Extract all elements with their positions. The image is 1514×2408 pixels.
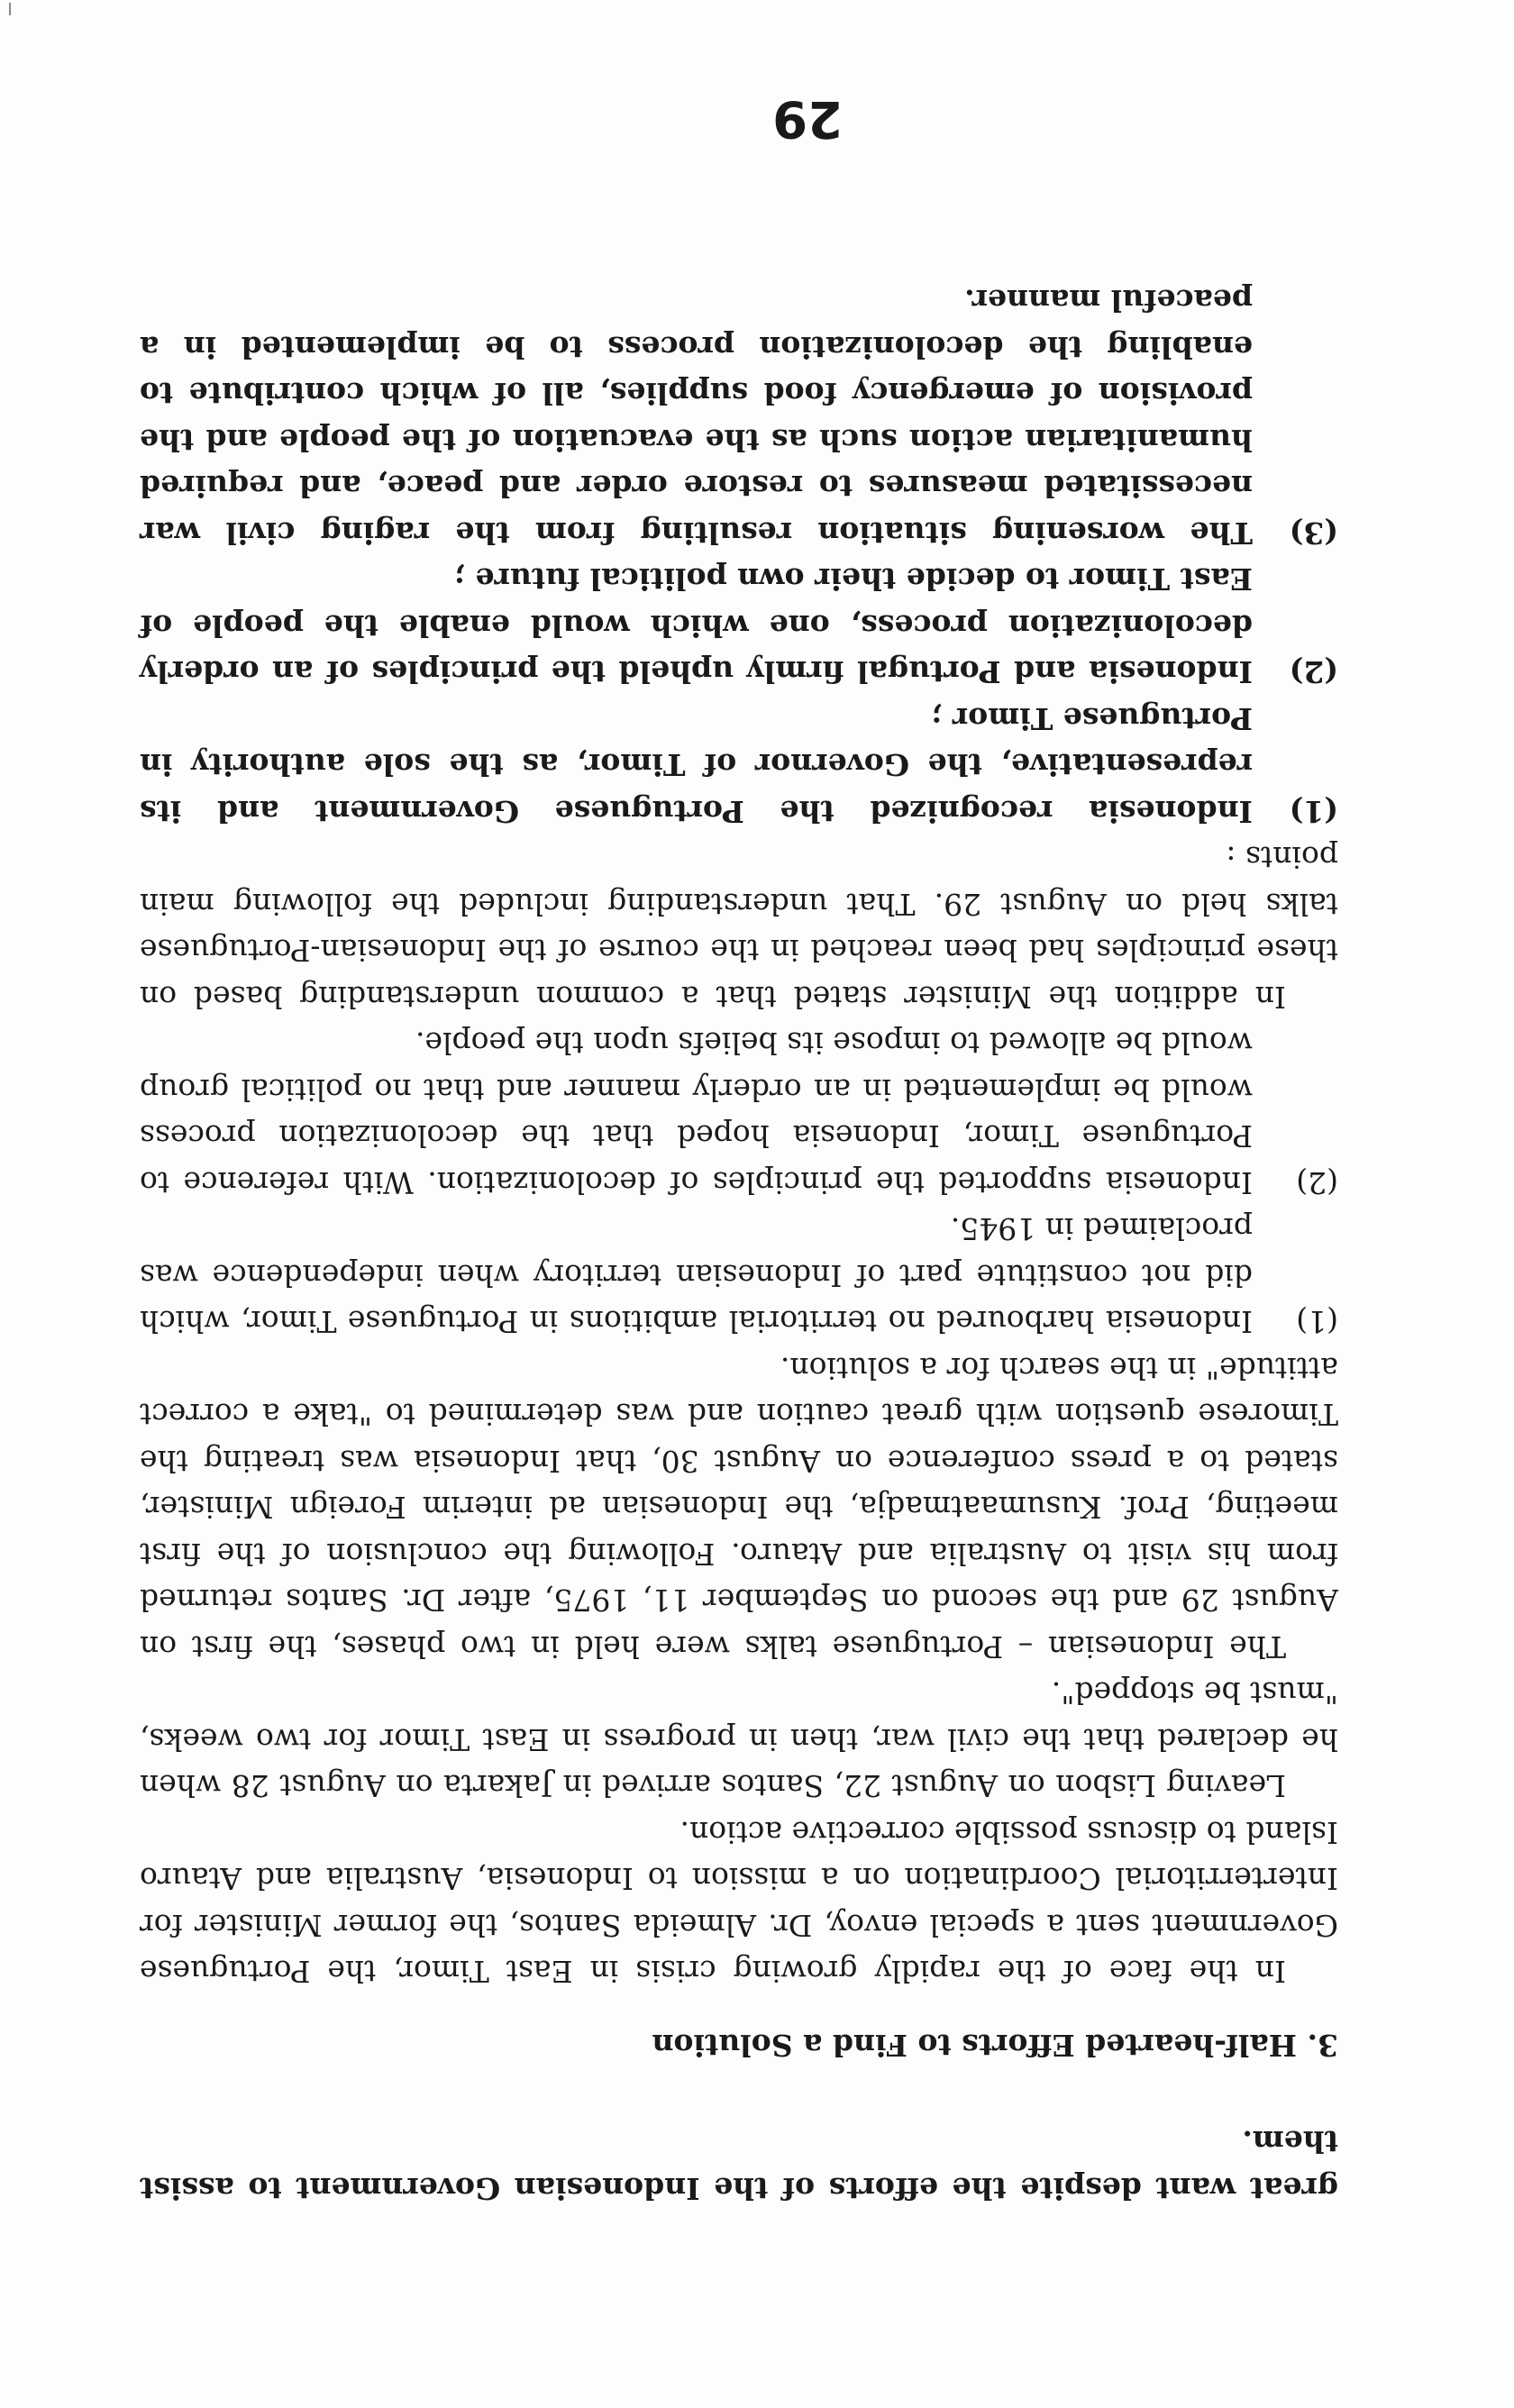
list-item-text: Indonesia supported the principles of decolonization. With reference to Portuguese Timor, Indonesia hoped that the decolonization process would be implemented in an orderly manner and that no political group would be allowed to impose its beliefs upon the people.: [140, 1026, 1253, 1200]
paragraph-santos-arrival: Leaving Lisbon on August 22, Santos arrived in Jakarta on August 28 when he declared that the civil war, then in progress in East Timor for two weeks, "must be stopped".: [140, 1675, 1338, 1804]
list-item-number: (1): [1296, 1304, 1338, 1340]
page-number: 29: [772, 89, 843, 148]
list-item-text: The worsening situation resulting from the raging civil war necessitated measures to restore order and peace, and required humanitarian action such as the evacuation of the people and the provision of emergency food supplies, all of which contribute to enabling the decolonization process to be implemented in a peaceful manner.: [140, 283, 1253, 551]
scan-mark: [9, 3, 11, 15]
paragraph-envoy: In the face of the rapidly growing crisis in East Timor, the Portuguese Government sent a special envoy, Dr. Almeida Santos, the former Minister for Interterritorial Coordination on a mission to Indonesia, Australia and Atauro Island to discuss possible corrective action.: [140, 1815, 1338, 1990]
list-item-text: Indonesia harboured no territorial ambitions in Portuguese Timor, which did not constitute part of Indonesian territory when independence was proclaimed in 1945.: [140, 1211, 1253, 1340]
list-item: [140, 696, 1338, 835]
section-title: 3. Half-hearted Efforts to Find a Solution: [652, 2028, 1338, 2063]
position-list: [140, 1020, 1338, 1345]
list-item-number: (3): [1289, 515, 1338, 551]
page-body: [140, 278, 1338, 2212]
list-item-number: (1): [1289, 794, 1338, 829]
list-item-text: Indonesia recognized the Portuguese Government and its representative, the Governor of Timor, as the sole authority in Portuguese Timor ;: [140, 701, 1253, 829]
list-item: [140, 556, 1338, 696]
list-item: [140, 278, 1338, 556]
list-item: [140, 1020, 1338, 1206]
list-item-number: (2): [1296, 1165, 1338, 1200]
paragraph-talks: The Indonesian – Portuguese talks were held in two phases, the first on August 29 and the second on September 11, 1975, after Dr. Santos returned from his visit to Australia and Atauro. Following the conclusion of the first meeting, Prof. Kusumaatmadja, the Indonesian ad interim Foreign Minister, stated to a press conference on August 30, that Indonesia was treating the Timorese question with great caution and was determined to "take a correct attitude" in the search for a solution.: [140, 1351, 1338, 1665]
list-item: [140, 1206, 1338, 1345]
list-item-number: (2): [1289, 654, 1338, 690]
list-item-text: Indonesia and Portugal firmly upheld the principles of an orderly decolonization process, one which would enable the people of East Timor to decide their own political future ;: [140, 561, 1253, 690]
opening-paragraph: great want despite the efforts of the Indonesian Government to assist them.: [140, 2124, 1338, 2206]
main-points-list: [140, 278, 1338, 835]
paragraph-understanding: In addition the Minister stated that a common understanding based on these principles had been reached in the course of the Indonesian-Portuguese talks held on August 29. That understanding included the following main points :: [140, 840, 1338, 1015]
